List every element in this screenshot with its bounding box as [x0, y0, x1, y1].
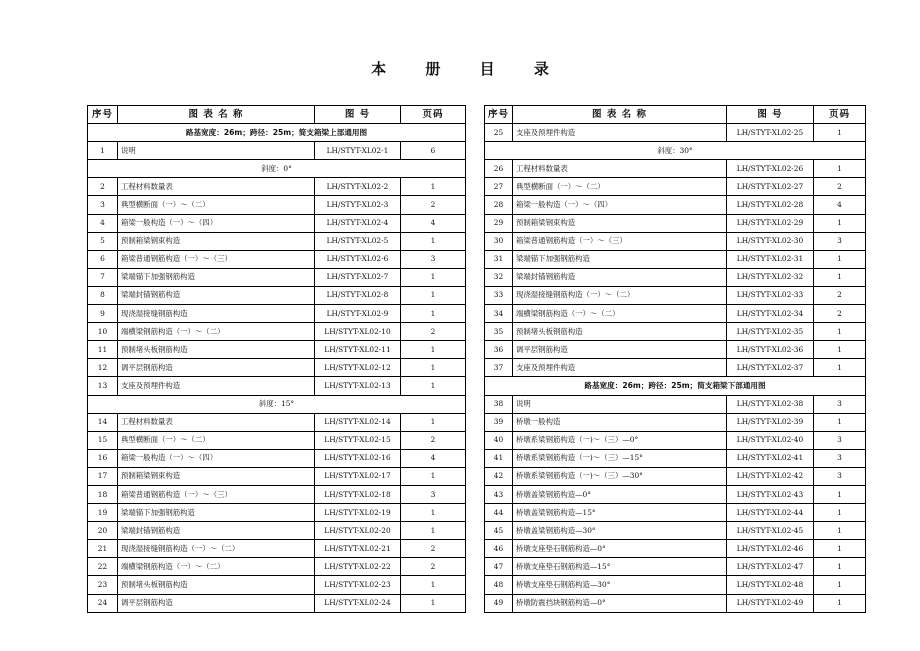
- row-pages: 3: [814, 467, 866, 485]
- table-row: [485, 395, 866, 413]
- row-pages: 1: [401, 178, 466, 196]
- table-row: [88, 522, 466, 540]
- row-seq: 5: [88, 232, 118, 250]
- table-row: [485, 504, 866, 522]
- row-pages: 1: [814, 124, 866, 142]
- row-pages: 4: [814, 196, 866, 214]
- row-pages: 1: [401, 467, 466, 485]
- table-row: [485, 359, 866, 377]
- row-code: LH/STYT-XL02-16: [315, 449, 401, 467]
- row-code: LH/STYT-XL02-22: [315, 558, 401, 576]
- row-pages: 1: [401, 268, 466, 286]
- row-name: 调平层钢筋构造: [118, 594, 315, 612]
- row-code: LH/STYT-XL02-12: [315, 359, 401, 377]
- row-seq: 45: [485, 522, 513, 540]
- row-pages: 1: [814, 413, 866, 431]
- row-seq: 22: [88, 558, 118, 576]
- row-pages: 1: [401, 232, 466, 250]
- table-row: [485, 178, 866, 196]
- table-row: [88, 232, 466, 250]
- group-title: 斜度：0°: [88, 160, 466, 178]
- row-seq: 2: [88, 178, 118, 196]
- table-row: [485, 413, 866, 431]
- table-row: [88, 504, 466, 522]
- row-code: LH/STYT-XL02-27: [727, 178, 814, 196]
- row-pages: 2: [401, 558, 466, 576]
- row-pages: 1: [814, 594, 866, 612]
- table-row: [88, 341, 466, 359]
- row-pages: 1: [401, 377, 466, 395]
- row-pages: 4: [401, 449, 466, 467]
- header-code: 图 号: [315, 106, 401, 124]
- row-name: 桥墩盖梁钢筋构造—0°: [513, 485, 727, 503]
- row-name: 梁端锚下加强钢筋构造: [118, 268, 315, 286]
- row-seq: 20: [88, 522, 118, 540]
- table-row: [485, 160, 866, 178]
- row-name: 说明: [513, 395, 727, 413]
- row-pages: 3: [401, 250, 466, 268]
- contents-table-right: [484, 105, 866, 613]
- row-code: LH/STYT-XL02-35: [727, 323, 814, 341]
- table-row: [88, 576, 466, 594]
- row-name: 支座及预埋件构造: [513, 359, 727, 377]
- table-row: [485, 323, 866, 341]
- row-code: LH/STYT-XL02-33: [727, 286, 814, 304]
- row-name: 箱梁一般构造（一）～（四）: [118, 214, 315, 232]
- row-seq: 34: [485, 305, 513, 323]
- row-name: 箱梁普通钢筋构造（一）～（三）: [513, 232, 727, 250]
- table-row: [88, 540, 466, 558]
- group-header-row: [485, 377, 866, 395]
- row-code: LH/STYT-XL02-34: [727, 305, 814, 323]
- row-seq: 43: [485, 485, 513, 503]
- row-name: 箱梁普通钢筋构造（一）～（三）: [118, 485, 315, 503]
- row-code: LH/STYT-XL02-40: [727, 431, 814, 449]
- row-code: LH/STYT-XL02-15: [315, 431, 401, 449]
- header-seq: 序号: [88, 106, 118, 124]
- table-row: [485, 449, 866, 467]
- table-row: [485, 558, 866, 576]
- row-pages: 2: [814, 178, 866, 196]
- row-pages: 2: [814, 286, 866, 304]
- row-pages: 1: [401, 341, 466, 359]
- table-row: [88, 286, 466, 304]
- table-row: [88, 250, 466, 268]
- row-name: 支座及预埋件构造: [513, 124, 727, 142]
- row-code: LH/STYT-XL02-36: [727, 341, 814, 359]
- row-pages: 2: [401, 540, 466, 558]
- row-name: 桥墩盖梁钢筋构造—30°: [513, 522, 727, 540]
- table-row: [88, 323, 466, 341]
- table-row: [88, 359, 466, 377]
- row-code: LH/STYT-XL02-28: [727, 196, 814, 214]
- table-row: [88, 268, 466, 286]
- row-name: 工程材料数量表: [118, 413, 315, 431]
- row-name: 说明: [118, 142, 315, 160]
- table-row: [485, 124, 866, 142]
- row-code: LH/STYT-XL02-19: [315, 504, 401, 522]
- row-code: LH/STYT-XL02-44: [727, 504, 814, 522]
- table-row: [88, 485, 466, 503]
- row-name: 箱梁一般构造（一）～（四）: [513, 196, 727, 214]
- row-name: 桥墩系梁钢筋构造（一)～（三）—15°: [513, 449, 727, 467]
- row-pages: 1: [401, 576, 466, 594]
- row-name: 工程材料数量表: [118, 178, 315, 196]
- row-name: 端横梁钢筋构造（一）～（二）: [118, 558, 315, 576]
- row-seq: 3: [88, 196, 118, 214]
- row-seq: 48: [485, 576, 513, 594]
- table-row: [88, 142, 466, 160]
- row-code: LH/STYT-XL02-46: [727, 540, 814, 558]
- row-pages: 1: [814, 540, 866, 558]
- row-seq: 11: [88, 341, 118, 359]
- table-row: [485, 250, 866, 268]
- header-name: 图 表 名 称: [513, 106, 727, 124]
- group-title: 斜度：30°: [485, 142, 866, 160]
- row-pages: 3: [814, 449, 866, 467]
- row-seq: 6: [88, 250, 118, 268]
- row-seq: 10: [88, 323, 118, 341]
- row-seq: 25: [485, 124, 513, 142]
- table-row: [88, 178, 466, 196]
- row-seq: 35: [485, 323, 513, 341]
- row-name: 箱梁一般构造（一）～（四）: [118, 449, 315, 467]
- row-name: 典型横断面（一）～（二）: [513, 178, 727, 196]
- row-name: 现浇湿接缝钢筋构造（一）～（二）: [513, 286, 727, 304]
- group-title: 路基宽度：26m；跨径：25m；简支箱梁下部通用图: [485, 377, 866, 395]
- table-row: [485, 286, 866, 304]
- row-seq: 28: [485, 196, 513, 214]
- row-pages: 1: [814, 268, 866, 286]
- row-name: 现浇湿接缝钢筋构造（一）～（二）: [118, 540, 315, 558]
- row-name: 端横梁钢筋构造（一）～（二）: [513, 305, 727, 323]
- table-row: [485, 214, 866, 232]
- row-pages: 3: [401, 485, 466, 503]
- row-pages: 1: [401, 522, 466, 540]
- page-title: 本 册 目 录: [371, 60, 566, 78]
- row-name: 桥墩防震挡块钢筋构造—0°: [513, 594, 727, 612]
- row-code: LH/STYT-XL02-31: [727, 250, 814, 268]
- row-code: LH/STYT-XL02-3: [315, 196, 401, 214]
- row-seq: 42: [485, 467, 513, 485]
- row-pages: 1: [814, 214, 866, 232]
- row-name: 支座及预埋件构造: [118, 377, 315, 395]
- row-name: 梁端封锚钢筋构造: [118, 522, 315, 540]
- row-name: 桥墩系梁钢筋构造（一)～（三）—30°: [513, 467, 727, 485]
- table-row: [485, 196, 866, 214]
- row-code: LH/STYT-XL02-7: [315, 268, 401, 286]
- group-title: 斜度：15°: [88, 395, 466, 413]
- row-code: LH/STYT-XL02-23: [315, 576, 401, 594]
- row-name: 梁端封锚钢筋构造: [118, 286, 315, 304]
- row-name: 工程材料数量表: [513, 160, 727, 178]
- row-pages: 1: [814, 341, 866, 359]
- row-seq: 41: [485, 449, 513, 467]
- row-code: LH/STYT-XL02-41: [727, 449, 814, 467]
- row-code: LH/STYT-XL02-5: [315, 232, 401, 250]
- row-code: LH/STYT-XL02-14: [315, 413, 401, 431]
- row-pages: 3: [814, 232, 866, 250]
- row-seq: 7: [88, 268, 118, 286]
- row-pages: 1: [814, 558, 866, 576]
- row-code: LH/STYT-XL02-17: [315, 467, 401, 485]
- row-seq: 14: [88, 413, 118, 431]
- table-row: [88, 467, 466, 485]
- row-pages: 1: [401, 286, 466, 304]
- row-seq: 18: [88, 485, 118, 503]
- row-code: LH/STYT-XL02-6: [315, 250, 401, 268]
- group-header-row: [88, 395, 466, 413]
- table-row: [88, 377, 466, 395]
- table-row: [88, 305, 466, 323]
- row-seq: 15: [88, 431, 118, 449]
- row-name: 调平层钢筋构造: [513, 341, 727, 359]
- group-header-row: [88, 160, 466, 178]
- row-name: 桥墩盖梁钢筋构造—15°: [513, 504, 727, 522]
- header-code: 图 号: [727, 106, 814, 124]
- row-name: 梁端封锚钢筋构造: [513, 268, 727, 286]
- row-pages: 1: [814, 359, 866, 377]
- table-row: [88, 449, 466, 467]
- table-row: [485, 594, 866, 612]
- row-name: 桥墩系梁钢筋构造（一)～（三）—0°: [513, 431, 727, 449]
- row-name: 桥墩支座垫石钢筋构造—30°: [513, 576, 727, 594]
- row-pages: 1: [401, 359, 466, 377]
- row-pages: 1: [814, 504, 866, 522]
- row-seq: 29: [485, 214, 513, 232]
- row-pages: 1: [401, 594, 466, 612]
- row-seq: 9: [88, 305, 118, 323]
- row-pages: 1: [401, 413, 466, 431]
- row-code: LH/STYT-XL02-45: [727, 522, 814, 540]
- row-seq: 33: [485, 286, 513, 304]
- row-code: LH/STYT-XL02-25: [727, 124, 814, 142]
- table-header: [485, 106, 866, 124]
- table-row: [88, 558, 466, 576]
- table-row: [88, 594, 466, 612]
- table-row: [485, 232, 866, 250]
- row-seq: 19: [88, 504, 118, 522]
- row-pages: 1: [814, 160, 866, 178]
- row-seq: 37: [485, 359, 513, 377]
- row-seq: 21: [88, 540, 118, 558]
- row-seq: 8: [88, 286, 118, 304]
- row-name: 桥墩一般构造: [513, 413, 727, 431]
- table-row: [485, 431, 866, 449]
- table-row: [485, 268, 866, 286]
- row-seq: 38: [485, 395, 513, 413]
- group-title: 路基宽度：26m；跨径：25m；简支箱梁上部通用图: [88, 124, 466, 142]
- row-code: LH/STYT-XL02-30: [727, 232, 814, 250]
- table-row: [485, 522, 866, 540]
- row-name: 调平层钢筋构造: [118, 359, 315, 377]
- row-pages: 1: [814, 576, 866, 594]
- row-code: LH/STYT-XL02-37: [727, 359, 814, 377]
- row-code: LH/STYT-XL02-43: [727, 485, 814, 503]
- row-pages: 2: [401, 196, 466, 214]
- row-code: LH/STYT-XL02-9: [315, 305, 401, 323]
- row-name: 预制堵头板钢筋构造: [118, 576, 315, 594]
- row-name: 预制堵头板钢筋构造: [513, 323, 727, 341]
- row-seq: 47: [485, 558, 513, 576]
- table-header: [88, 106, 466, 124]
- row-name: 梁端锚下加强钢筋构造: [513, 250, 727, 268]
- row-seq: 46: [485, 540, 513, 558]
- row-pages: 1: [814, 485, 866, 503]
- row-name: 典型横断面（一）～（二）: [118, 431, 315, 449]
- row-seq: 39: [485, 413, 513, 431]
- row-seq: 44: [485, 504, 513, 522]
- header-pages: 页码: [814, 106, 866, 124]
- row-pages: 1: [814, 323, 866, 341]
- row-code: LH/STYT-XL02-13: [315, 377, 401, 395]
- row-pages: 1: [814, 250, 866, 268]
- row-seq: 16: [88, 449, 118, 467]
- row-pages: 6: [401, 142, 466, 160]
- header-name: 图 表 名 称: [118, 106, 315, 124]
- row-code: LH/STYT-XL02-42: [727, 467, 814, 485]
- row-seq: 1: [88, 142, 118, 160]
- row-name: 预制堵头板钢筋构造: [118, 341, 315, 359]
- table-row: [485, 341, 866, 359]
- header-pages: 页码: [401, 106, 466, 124]
- row-code: LH/STYT-XL02-48: [727, 576, 814, 594]
- row-pages: 1: [814, 522, 866, 540]
- row-code: LH/STYT-XL02-24: [315, 594, 401, 612]
- row-code: LH/STYT-XL02-49: [727, 594, 814, 612]
- table-row: [88, 196, 466, 214]
- row-seq: 4: [88, 214, 118, 232]
- row-code: LH/STYT-XL02-29: [727, 214, 814, 232]
- row-seq: 49: [485, 594, 513, 612]
- row-code: LH/STYT-XL02-2: [315, 178, 401, 196]
- row-pages: 1: [401, 305, 466, 323]
- row-pages: 2: [814, 305, 866, 323]
- row-code: LH/STYT-XL02-26: [727, 160, 814, 178]
- row-seq: 36: [485, 341, 513, 359]
- row-code: LH/STYT-XL02-18: [315, 485, 401, 503]
- row-seq: 40: [485, 431, 513, 449]
- row-code: LH/STYT-XL02-11: [315, 341, 401, 359]
- table-row: [485, 467, 866, 485]
- row-pages: 4: [401, 214, 466, 232]
- table-row: [485, 576, 866, 594]
- row-seq: 12: [88, 359, 118, 377]
- row-name: 预制箱梁钢束构造: [513, 214, 727, 232]
- row-pages: 3: [814, 395, 866, 413]
- row-pages: 2: [401, 323, 466, 341]
- row-pages: 1: [401, 504, 466, 522]
- row-name: 预制箱梁钢束构造: [118, 467, 315, 485]
- row-code: LH/STYT-XL02-39: [727, 413, 814, 431]
- table-row: [485, 485, 866, 503]
- row-seq: 23: [88, 576, 118, 594]
- row-seq: 26: [485, 160, 513, 178]
- row-name: 预制箱梁钢束构造: [118, 232, 315, 250]
- row-seq: 31: [485, 250, 513, 268]
- group-header-row: [88, 124, 466, 142]
- row-name: 现浇湿接缝钢筋构造: [118, 305, 315, 323]
- header-seq: 序号: [485, 106, 513, 124]
- row-seq: 17: [88, 467, 118, 485]
- table-row: [485, 540, 866, 558]
- table-row: [485, 305, 866, 323]
- row-code: LH/STYT-XL02-10: [315, 323, 401, 341]
- row-seq: 13: [88, 377, 118, 395]
- row-name: 箱梁普通钢筋构造（一）～（三）: [118, 250, 315, 268]
- row-name: 梁端锚下加强钢筋构造: [118, 504, 315, 522]
- row-code: LH/STYT-XL02-38: [727, 395, 814, 413]
- contents-table-left: [87, 105, 466, 613]
- row-name: 典型横断面（一）～（二）: [118, 196, 315, 214]
- group-header-row: [485, 142, 866, 160]
- row-code: LH/STYT-XL02-1: [315, 142, 401, 160]
- row-code: LH/STYT-XL02-21: [315, 540, 401, 558]
- table-row: [88, 413, 466, 431]
- row-pages: 3: [814, 431, 866, 449]
- row-code: LH/STYT-XL02-32: [727, 268, 814, 286]
- row-code: LH/STYT-XL02-20: [315, 522, 401, 540]
- row-pages: 2: [401, 431, 466, 449]
- row-code: LH/STYT-XL02-8: [315, 286, 401, 304]
- table-row: [88, 431, 466, 449]
- row-seq: 32: [485, 268, 513, 286]
- table-row: [88, 214, 466, 232]
- row-name: 桥墩支座垫石钢筋构造—15°: [513, 558, 727, 576]
- row-seq: 30: [485, 232, 513, 250]
- row-seq: 27: [485, 178, 513, 196]
- row-seq: 24: [88, 594, 118, 612]
- row-code: LH/STYT-XL02-47: [727, 558, 814, 576]
- row-code: LH/STYT-XL02-4: [315, 214, 401, 232]
- row-name: 桥墩支座垫石钢筋构造—0°: [513, 540, 727, 558]
- row-name: 端横梁钢筋构造（一）～（二）: [118, 323, 315, 341]
